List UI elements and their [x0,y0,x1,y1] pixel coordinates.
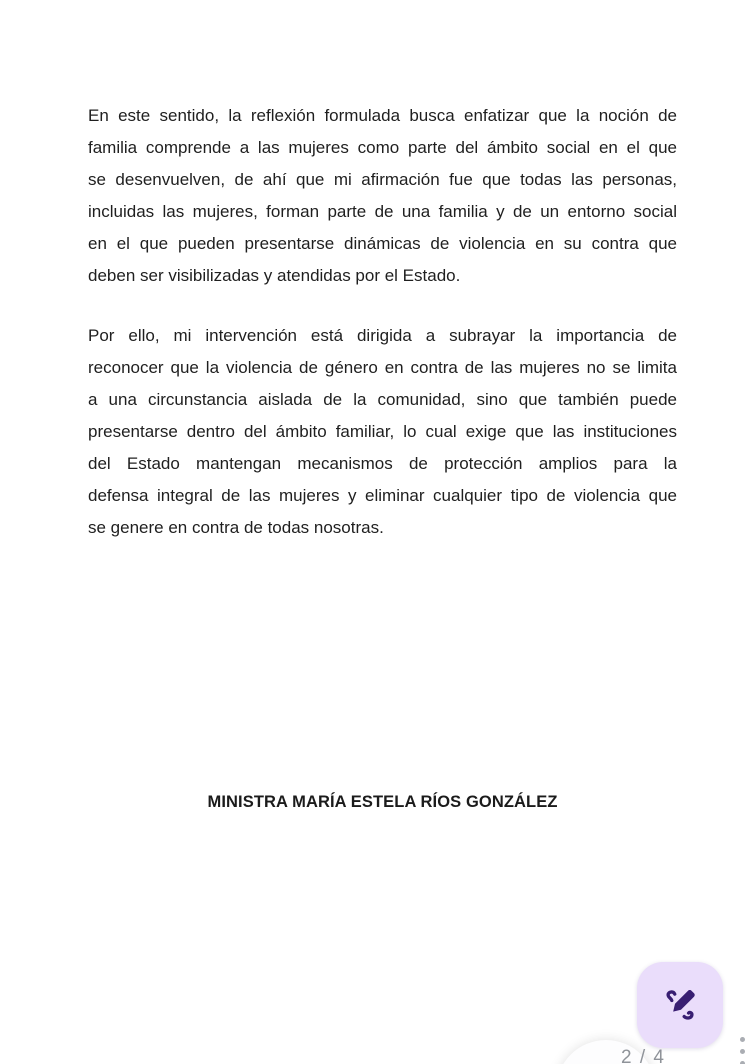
text-line: del Estado mantengan mecanismos de protección amplios para la [88,454,677,473]
text-line: Por ello, mi intervención está dirigida a subrayar la importancia de [88,326,677,345]
text-line: se genere en contra de todas nosotras. [88,518,384,537]
paragraph [88,320,677,544]
text-line: deben ser visibilizadas y atendidas por el Estado. [88,266,461,285]
text-line: presentarse dentro del ámbito familiar, lo cual exige que las instituciones [88,422,677,441]
stylus-note-icon [659,984,701,1026]
text-line: En este sentido, la reflexión formulada busca enfatizar que la noción de [88,106,677,125]
text-line: a una circunstancia aislada de la comunidad, sino que también puede [88,390,677,409]
signature-line: MINISTRA MARÍA ESTELA RÍOS GONZÁLEZ [207,793,558,811]
text-line: reconocer que la violencia de género en contra de las mujeres no se limita [88,358,677,377]
kebab-vertical-icon[interactable] [740,1037,745,1064]
text-line: incluidas las mujeres, forman parte de una familia y de un entorno social [88,202,677,221]
annotate-fab-button[interactable] [637,962,723,1048]
text-line: defensa integral de las mujeres y eliminar cualquier tipo de violencia que [88,486,677,505]
paragraph [88,100,677,292]
page-indicator: 2 / 4 [621,1047,666,1064]
text-line: familia comprende a las mujeres como parte del ámbito social en el que [88,138,677,157]
text-line: en el que pueden presentarse dinámicas de violencia en su contra que [88,234,677,253]
text-line: se desenvuelven, de ahí que mi afirmación fue que todas las personas, [88,170,677,189]
